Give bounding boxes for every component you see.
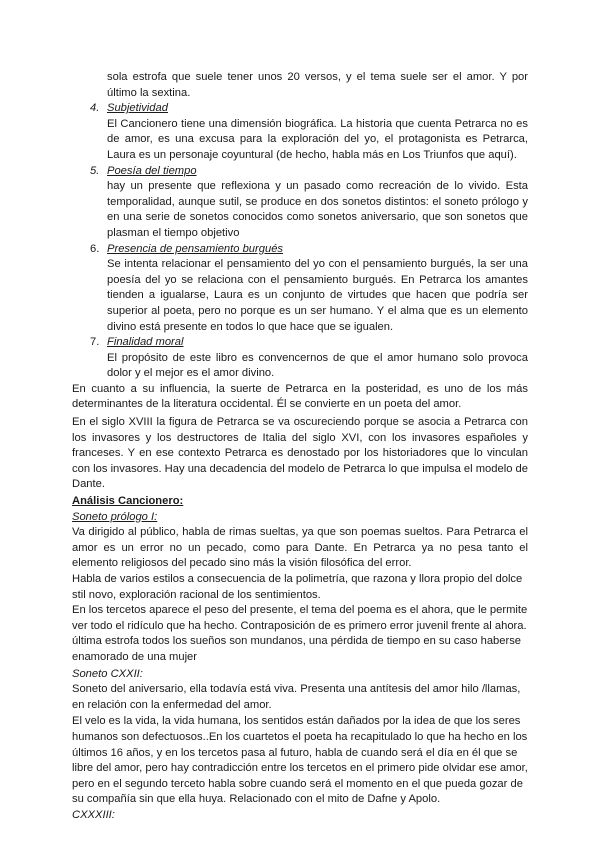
soneto-prologo-title: Soneto prólogo I: [72,510,158,523]
list-number: 4. [90,102,100,115]
list-item-title: Subjetividad [107,102,168,115]
list-item-title: Poesía del tiempo [107,164,197,177]
list-number: 7. [90,336,100,349]
list-item-body: El Cancionero tiene una dimensión biográfica. La historia que cuenta Petrarca no es de amor, es una excusa para la exploración del yo, el protagonista es Petrarca, Laura es un personaje coyuntural (de hecho, habla más en Los Triunfos que aquí). [107,117,528,161]
soneto-cxxii-paragraph: Soneto del aniversario, ella todavía está viva. Presenta una antítesis del amor hilo /llamas, en relación con la enfermedad del amor. [72,683,521,711]
list-item-body: hay un presente que reflexiona y un pasado como recreación de lo vivido. Esta temporalidad, aunque sutil, se produce en dos sonetos distintos: el soneto prólogo y en una serie de sonetos conocidos como sonetos aniversario, que son sonetos que plasman el tiempo objetivo [107,180,528,239]
cxxxiii-title: CXXXIII: [72,808,115,821]
list-item-title: Finalidad moral [107,336,184,349]
soneto-prologo-paragraph: última estrofa todos los sueños son mundanos, una pérdida de tiempo en su caso haberse enamorado de una mujer [72,635,522,663]
list-item-body: El propósito de este libro es convencernos de que el amor humano solo provoca dolor y el mejor es el amor divino. [107,351,528,380]
soneto-prologo-paragraph: Va dirigido al público, habla de rimas sueltas, ya que son poemas sueltos. Para Petrarca el amor es un error no un pecado, como para Dante. En Petrarca ya no pesa tanto el elemento religiosos del pecado sino más la visión filosófica del error. [72,526,528,570]
soneto-prologo-paragraph: Habla de varios estilos a consecuencia de la polimetría, que razona y llora propio del dolce stil novo, exploración racional de los sentimientos. [72,573,523,601]
list-number: 6. [90,242,100,255]
soneto-prologo-paragraph: En los tercetos aparece el peso del presente, el tema del poema es el ahora, que le permite ver todo el ridículo que ha hecho. Contraposición de es primero error juvenil frente al ahora. [72,604,528,632]
intro-continuation: sola estrofa que suele tener unos 20 versos, y el tema suele ser el amor. Y por último la sextina. [107,71,528,99]
analysis-heading: Análisis Cancionero: [72,495,184,508]
soneto-cxxii-title: Soneto CXXII: [72,667,143,680]
list-item-subjetividad [90,101,528,163]
list-item-title: Presencia de pensamiento burgués [107,242,284,255]
list-item-pensamiento-burgues [90,242,528,336]
soneto-cxxii-paragraph: El velo es la vida, la vida humana, los sentidos están dañados por la idea de que los seres humanos son defectuosos..En los cuartetos el poeta ha recapitulado lo que ha hecho en los últimos 16 años, y en los tercetos pasa al futuro, habla de cuando será el día en él que se libre del amor, pero hay contradicción entre los tercetos en el primero pide olvidar ese amor, pero en el segundo terceto habla sobre cuando será el momento en el que pueda gozar de su compañía sin que ella huya. Relacionado con el mito de Dafne y Apolo. [72,715,528,806]
paragraph-influencia: En cuanto a su influencia, la suerte de Petrarca en la posteridad, es uno de los más determinantes de la literatura occidental. Él se convierte en un poeta del amor. [72,382,528,411]
list-number: 5. [90,164,100,177]
document-body [72,70,528,824]
list-item-poesia-del-tiempo [90,164,528,242]
paragraph-siglo-xviii: En el siglo XVIII la figura de Petrarca se va oscureciendo porque se asocia a Petrarca con los invasores y los destructores de Italia del siglo XVI, con los invasores españoles y franceses. Y en ese contexto Petrarca es denostado por los historiadores que lo vinculan con los invasores. Hay una decadencia del modelo de Petrarca lo que impulsa el modelo de Dante. [72,416,528,491]
list-item-body: Se intenta relacionar el pensamiento del yo con el pensamiento burgués, la ser una poesía del yo se relaciona con el pensamiento burgués. En Petrarca los amantes tienden a igualarse, Laura es un conjunto de virtudes que hacen que podría ser superior al poeta, pero no porque es un ser humano. Y el alma que es un elemento divino está presente en todos lo que hace que se igualen. [107,258,528,333]
list-item-finalidad-moral [90,335,528,382]
